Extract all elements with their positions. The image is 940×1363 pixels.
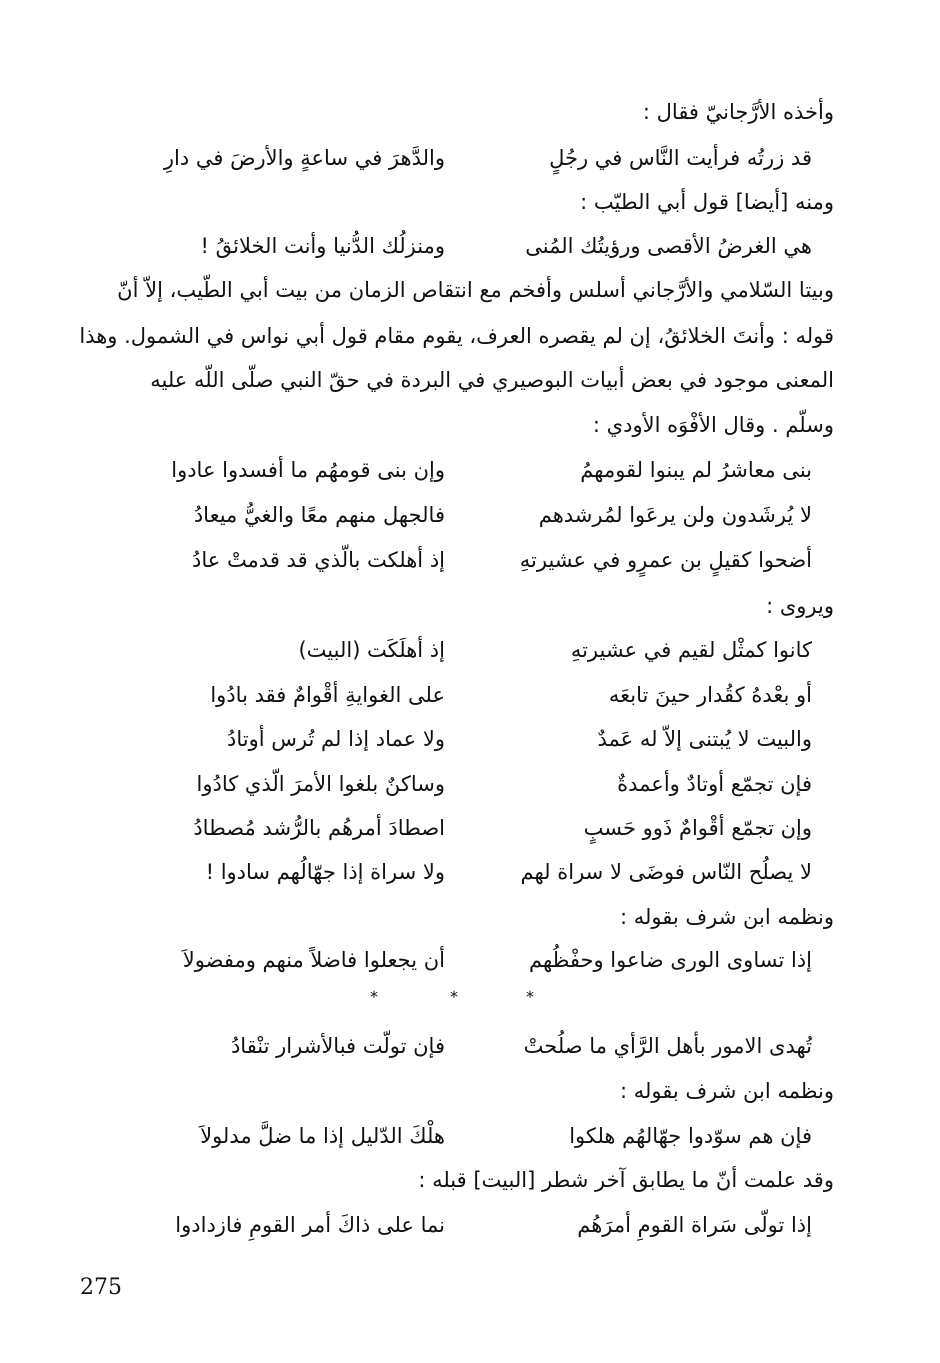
- verse-first-hemistich: إذا تساوى الورى ضاعوا وحفْظُهم: [528, 948, 812, 972]
- prose-line: وسلّم . وقال الأفْوَه الأودي :: [592, 413, 834, 437]
- verse-second-hemistich: فالجهل منهم معًا والغيُّ ميعادُ: [193, 503, 445, 527]
- verse-second-hemistich: والدَّهرَ في ساعةٍ والأرضَ في دارِ: [163, 146, 445, 170]
- verse-first-hemistich: هي الغرضُ الأقصى ورؤيتُك المُنى: [525, 234, 812, 258]
- verse-second-hemistich: ولا سراة إذا جهّالُهم سادوا !: [205, 860, 445, 884]
- section-separator: [0, 985, 940, 1009]
- verse-second-hemistich: إذ أهلَكَت (البيت): [298, 638, 445, 662]
- verse-line: [100, 675, 812, 715]
- prose-line: ونظمه ابن شرف بقوله :: [620, 1079, 834, 1103]
- verse-second-hemistich: ولا عماد إذا لم تُرس أوتادُ: [227, 727, 445, 751]
- prose-line: وقد علمت أنّ ما يطابق آخر شطر [البيت] قبله :: [418, 1168, 834, 1192]
- verse-first-hemistich: أضحوا كقيلٍ بن عمرٍو في عشيرتهِ: [519, 548, 812, 572]
- verse-line: [100, 808, 812, 848]
- verse-second-hemistich: إذ أهلكت بالّذي قد قدمتْ عادُ: [191, 548, 445, 572]
- prose-line: ونظمه ابن شرف بقوله :: [620, 905, 834, 929]
- verse-second-hemistich: وإن بنى قومهُم ما أفسدوا عادوا: [171, 458, 445, 482]
- verse-line: [100, 226, 812, 266]
- prose-line: ويروى :: [766, 594, 834, 618]
- prose-line: المعنى موجود في بعض أبيات البوصيري في البردة في حقّ النبي صلّى اللّه عليه: [150, 368, 834, 392]
- prose-line: وبيتا السّلامي والأرَّجاني أسلس وأفخم مع انتقاص الزمان من بيت أبي الطّيب، إلاّ أنّ: [117, 278, 834, 302]
- verse-first-hemistich: وإن تجمّع أقْوامٌ ذَوو حَسبٍ: [583, 816, 812, 840]
- separator-star: *: [526, 987, 534, 1006]
- separator-star: *: [450, 987, 458, 1006]
- prose-line: وأخذه الأرَّجانيّ فقال :: [642, 100, 834, 124]
- verse-line: [100, 1026, 812, 1066]
- verse-line: [100, 450, 812, 490]
- verse-line: [100, 630, 812, 670]
- verse-first-hemistich: كانوا كمثْل لقيم في عشيرتهِ: [570, 638, 812, 662]
- verse-line: [100, 495, 812, 535]
- verse-second-hemistich: هلْكَ الدّليل إذا ما ضلَّ مدلولاَ: [200, 1124, 445, 1148]
- verse-first-hemistich: والبيت لا يُبتنى إلاّ له عَمدٌ: [597, 727, 812, 751]
- verse-line: [100, 719, 812, 759]
- verse-first-hemistich: لا يصلُح النّاس فوضَى لا سراة لهم: [520, 860, 812, 884]
- verse-second-hemistich: اصطادَ أمرهُم بالرُّشد مُصطادُ: [193, 816, 445, 840]
- verse-second-hemistich: على الغوايةِ أقْوامٌ فقد بادُوا: [210, 683, 445, 707]
- verse-second-hemistich: ومنزلُك الدُّنيا وأنت الخلائقُ !: [200, 234, 445, 258]
- verse-line: [100, 764, 812, 804]
- verse-first-hemistich: بنى معاشرُ لم يبنوا لقومهمُ: [580, 458, 812, 482]
- verse-first-hemistich: فإن تجمّع أوتادٌ وأعمدةٌ: [617, 772, 812, 796]
- verse-second-hemistich: نما على ذاكَ أمر القومِ فازدادوا: [175, 1213, 445, 1237]
- verse-first-hemistich: تُهدى الامور بأهل الرَّأي ما صلُحتْ: [523, 1034, 812, 1058]
- verse-first-hemistich: فإن هم سوّدوا جهّالهُم هلكوا: [569, 1124, 812, 1148]
- verse-first-hemistich: إذا تولّى سَراة القومِ أمرَهُم: [577, 1213, 812, 1237]
- verse-line: [100, 138, 812, 178]
- separator-star: *: [370, 987, 378, 1006]
- verse-line: [100, 540, 812, 580]
- verse-second-hemistich: وساكنٌ بلغوا الأمرَ الّذي كادُوا: [196, 772, 445, 796]
- verse-line: [100, 1116, 812, 1156]
- prose-line: ومنه [أيضا] قول أبي الطيّب :: [580, 190, 834, 214]
- verse-line: [100, 1205, 812, 1245]
- verse-first-hemistich: لا يُرشَدون ولن يرعَوا لمُرشدهم: [538, 503, 812, 527]
- verse-first-hemistich: قد زرتُه فرأيت النَّاس في رجُلٍ: [549, 146, 812, 170]
- prose-line: قوله : وأنتَ الخلائقُ، إن لم يقصره العرف، يقوم مقام قول أبي نواس في الشمول. وهذا: [79, 324, 834, 348]
- verse-line: [100, 940, 812, 980]
- verse-first-hemistich: أو بعْدهُ كقُدار حينَ تابعَه: [608, 683, 812, 707]
- page-number: 275: [80, 1275, 122, 1300]
- verse-line: [100, 852, 812, 892]
- verse-second-hemistich: فإن تولّت فبالأشرار تنْقادُ: [230, 1034, 445, 1058]
- verse-second-hemistich: أن يجعلوا فاضلاً منهم ومفضولاَ: [182, 948, 445, 972]
